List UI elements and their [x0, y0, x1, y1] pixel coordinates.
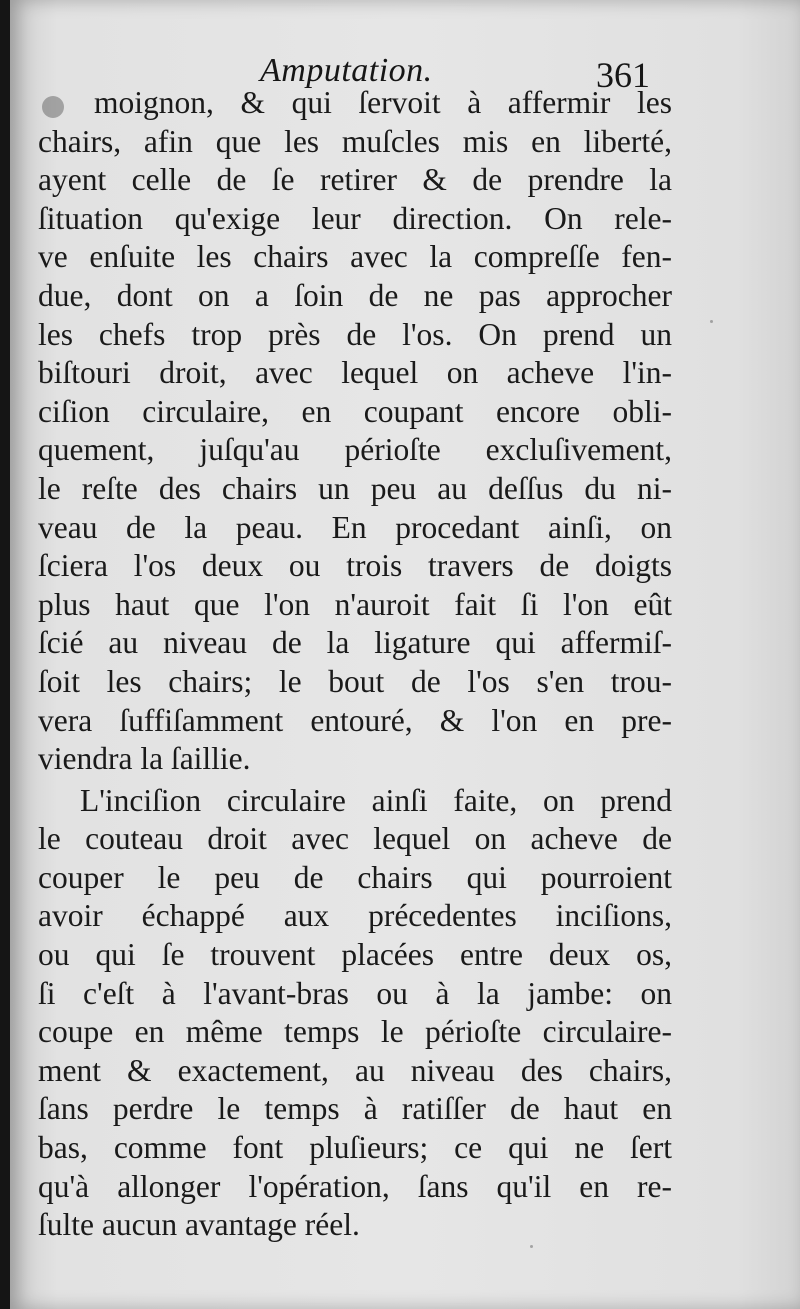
text-line: avoir échappé aux précedentes inciſions,: [38, 898, 672, 934]
text-line: ſcié au niveau de la ligature qui affermiſ-: [38, 625, 672, 661]
text-line: quement, juſqu'au périoſte excluſivement,: [38, 432, 672, 468]
text-line: ſituation qu'exige leur direction. On rele-: [38, 200, 672, 236]
text-line: coupe en même temps le périoſte circulaire-: [38, 1014, 672, 1050]
text-line: ve enſuite les chairs avec la compreſſe fen-: [38, 239, 672, 275]
text-line: ſoit les chairs; le bout de l'os s'en trou-: [38, 663, 672, 699]
running-head: Amputation.: [260, 52, 433, 89]
text-line: moignon, & qui ſervoit à affermir les: [94, 85, 672, 120]
text-line: plus haut que l'on n'auroit fait ſi l'on eût: [38, 586, 672, 622]
body-text: [38, 84, 672, 1245]
text-line: qu'à allonger l'opération, ſans qu'il en re-: [38, 1168, 672, 1204]
text-line: viendra la ſaillie.: [38, 741, 251, 777]
text-line: ſciera l'os deux ou trois travers de doigts: [38, 548, 672, 584]
text-line: le couteau droit avec lequel on acheve de: [38, 821, 672, 857]
text-line: biſtouri droit, avec lequel on acheve l'in-: [38, 355, 672, 391]
paragraph-2: [38, 782, 672, 1245]
text-line: ſans perdre le temps à ratiſſer de haut en: [38, 1091, 672, 1127]
text-line: ment & exactement, au niveau des chairs,: [38, 1052, 672, 1088]
page-number: 361: [596, 55, 650, 95]
text-line: le reſte des chairs un peu au deſſus du ni-: [38, 470, 672, 506]
paragraph-1: [38, 84, 672, 779]
text-line: vera ſuffiſamment entouré, & l'on en pre-: [38, 702, 672, 738]
text-line: bas, comme font pluſieurs; ce qui ne ſert: [38, 1130, 672, 1166]
book-page: [10, 0, 800, 1309]
text-line: ou qui ſe trouvent placées entre deux os,: [38, 937, 672, 973]
ink-speck: [42, 96, 64, 118]
text-line: due, dont on a ſoin de ne pas approcher: [38, 277, 672, 313]
text-line: L'inciſion circulaire ainſi faite, on prend: [80, 782, 672, 818]
text-line: ſulte aucun avantage réel.: [38, 1207, 360, 1243]
ink-speck: [710, 320, 713, 323]
text-line: les chefs trop près de l'os. On prend un: [38, 316, 672, 352]
text-line: ſi c'eſt à l'avant-bras ou à la jambe: on: [38, 975, 672, 1011]
text-line: couper le peu de chairs qui pourroient: [38, 859, 672, 895]
ink-speck: [530, 1245, 533, 1248]
text-line: ciſion circulaire, en coupant encore obli-: [38, 393, 672, 429]
text-line: veau de la peau. En procedant ainſi, on: [38, 509, 672, 545]
text-line: ayent celle de ſe retirer & de prendre la: [38, 162, 672, 198]
text-line: chairs, afin que les muſcles mis en liberté,: [38, 123, 672, 159]
